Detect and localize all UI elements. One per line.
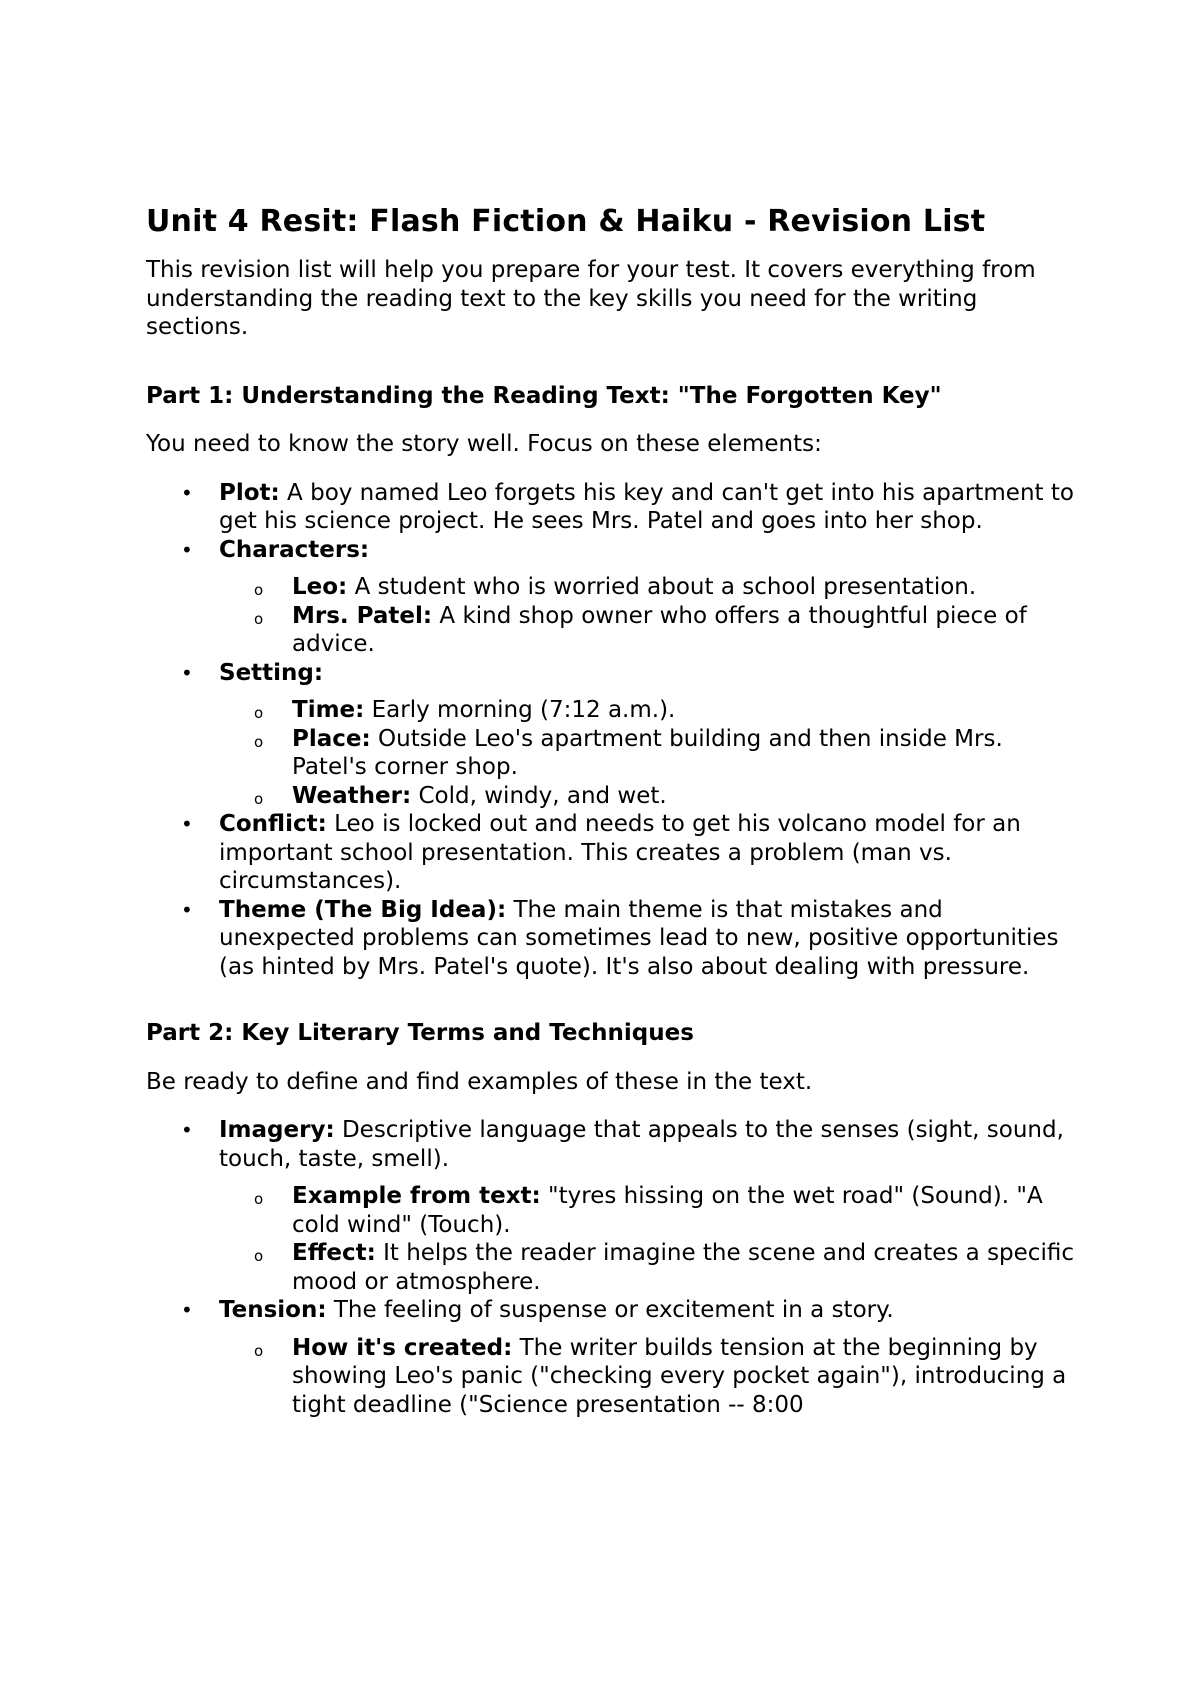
- conflict-text: Leo is locked out and needs to get his volcano model for an important school presentation. This creates a problem (man vs. circumstances).: [219, 811, 1021, 894]
- intro-paragraph: This revision list will help you prepare for your test. It covers everything from understanding the reading text to the key skills you need for the writing sections.: [146, 257, 1036, 340]
- character-leo-text: A student who is worried about a school presentation.: [347, 574, 977, 600]
- characters-sublist: [219, 573, 1076, 659]
- tension-text: The feeling of suspense or excitement in a story.: [326, 1297, 894, 1323]
- conflict-item: [146, 810, 1076, 896]
- setting-place-label: Place:: [292, 725, 371, 752]
- imagery-example-label: Example from text:: [292, 1183, 541, 1209]
- conflict-label: Conflict:: [219, 811, 327, 837]
- theme-label: Theme (The Big Idea):: [219, 896, 507, 923]
- setting-time-label: Time:: [292, 697, 365, 723]
- imagery-effect-label: Effect:: [292, 1240, 376, 1266]
- imagery-sublist: [219, 1182, 1076, 1296]
- tension-how-label: How it's created:: [292, 1334, 513, 1361]
- imagery-effect-text: It helps the reader imagine the scene and creates a specific mood or atmosphere.: [292, 1240, 1074, 1295]
- setting-place: [219, 725, 1076, 782]
- imagery-label: Imagery:: [219, 1117, 335, 1143]
- theme-text: The main theme is that mistakes and unexpected problems can sometimes lead to new, positive opportunities (as hinted by Mrs. Patel's quote). It's also about dealing with pressure.: [219, 896, 1059, 980]
- part2-heading: Part 2: Key Literary Terms and Techniques: [146, 1020, 694, 1046]
- character-patel: [219, 602, 1076, 659]
- tension-how: [219, 1334, 1076, 1420]
- tension-how-text: The writer builds tension at the beginning by showing Leo's panic ("checking every pocket again"), introducing a tight deadline ("Science presentation -- 8:00: [292, 1334, 1067, 1418]
- tension-item: [146, 1296, 1076, 1419]
- setting-sublist: [219, 696, 1076, 810]
- setting-weather-text: Cold, windy, and wet.: [411, 782, 667, 809]
- setting-place-text: Outside Leo's apartment building and then inside Mrs. Patel's corner shop.: [292, 725, 1003, 780]
- setting-weather: [219, 782, 1076, 811]
- character-patel-text: A kind shop owner who offers a thoughtful piece of advice.: [292, 602, 1027, 657]
- part1-list: [146, 479, 1076, 982]
- tension-sublist: [219, 1334, 1076, 1420]
- plot-text: A boy named Leo forgets his key and can't get into his apartment to get his science project. He sees Mrs. Patel and goes into her shop.: [219, 479, 1074, 534]
- part2-lead: Be ready to define and find examples of these in the text.: [146, 1068, 813, 1095]
- document-content: [146, 198, 1076, 1419]
- setting-time: [219, 696, 1076, 725]
- imagery-example-text: "tyres hissing on the wet road" (Sound). "A cold wind" (Touch).: [292, 1183, 1043, 1238]
- character-leo-label: Leo:: [292, 574, 348, 600]
- setting-time-text: Early morning (7:12 a.m.).: [364, 697, 676, 723]
- part1-lead: You need to know the story well. Focus on these elements:: [146, 431, 822, 457]
- plot-label: Plot:: [219, 479, 280, 506]
- setting-weather-label: Weather:: [292, 782, 412, 809]
- part1-heading: Part 1: Understanding the Reading Text: "The Forgotten Key": [146, 382, 942, 409]
- character-patel-label: Mrs. Patel:: [292, 602, 433, 629]
- characters-label: Characters:: [219, 536, 370, 563]
- setting-label: Setting:: [219, 659, 324, 686]
- imagery-item: [146, 1116, 1076, 1296]
- imagery-text: Descriptive language that appeals to the senses (sight, sound, touch, taste, smell).: [219, 1117, 1064, 1172]
- characters-item: [146, 536, 1076, 659]
- document-title: Unit 4 Resit: Flash Fiction & Haiku - Revision List: [146, 204, 986, 239]
- setting-item: [146, 659, 1076, 811]
- character-leo: [219, 573, 1076, 602]
- imagery-effect: [219, 1239, 1076, 1296]
- part2-list: [146, 1116, 1076, 1419]
- imagery-example: [219, 1182, 1076, 1239]
- theme-item: [146, 896, 1076, 982]
- plot-item: [146, 479, 1076, 536]
- tension-label: Tension:: [219, 1297, 327, 1323]
